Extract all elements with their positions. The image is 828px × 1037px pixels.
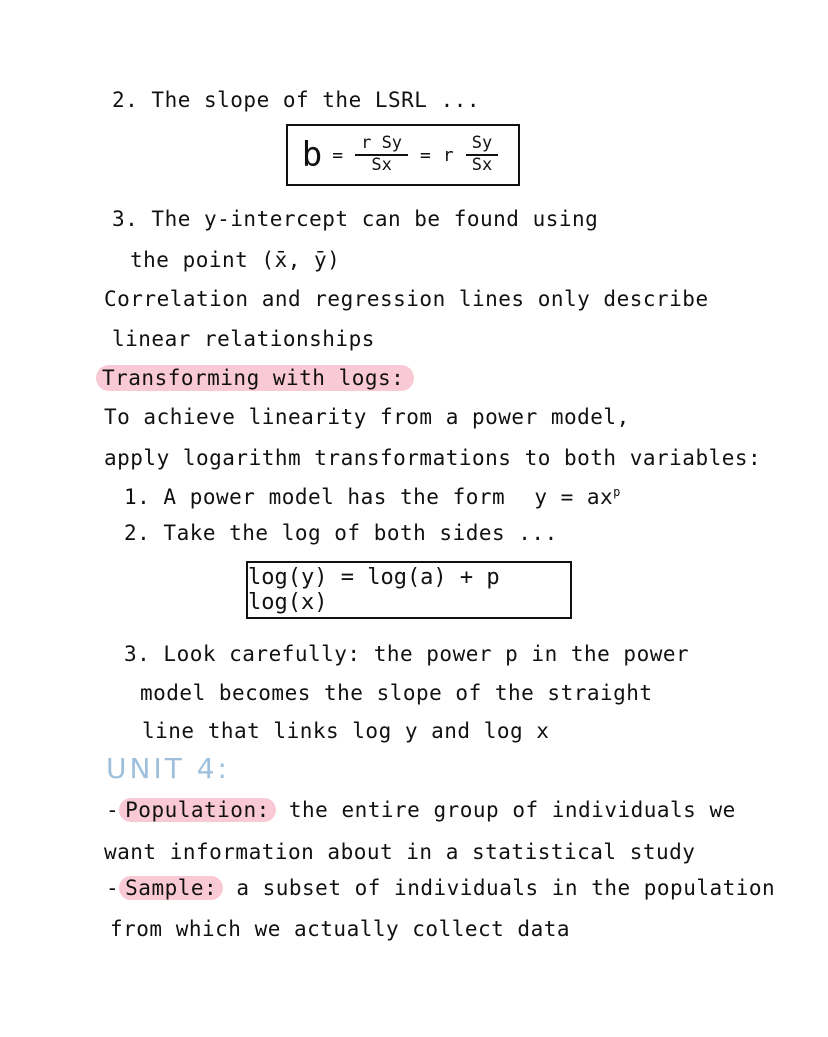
linearity-line-2: apply logarithm transformations to both variables: — [104, 446, 762, 470]
population-term: Population: — [119, 798, 276, 822]
step-3-line-3: line that links log y and log x — [142, 719, 550, 743]
transforming-heading-highlight: Transforming with logs: — [96, 365, 414, 391]
slope-heading: 2. The slope of the LSRL ... — [112, 88, 481, 112]
power-model-formula — [534, 485, 621, 509]
population-def-1: the entire group of individuals we — [288, 798, 736, 822]
sample-dash: - — [106, 876, 120, 900]
step-1 — [124, 485, 621, 509]
step-1-text: 1. A power model has the form — [124, 485, 506, 509]
correlation-line-2: linear relationships — [112, 327, 375, 351]
equals-sign-1: = — [332, 144, 344, 166]
linearity-line-1: To achieve linearity from a power model, — [104, 405, 630, 429]
power-model-base: y = ax — [534, 485, 614, 509]
sample-def-1: a subset of individuals in the population — [236, 876, 776, 900]
step-2: 2. Take the log of both sides ... — [124, 521, 558, 545]
unit-4-heading: UNIT 4: — [106, 752, 230, 785]
equals-sign-2: = — [420, 144, 431, 166]
fraction-2-denominator: Sx — [471, 155, 493, 175]
intercept-line-2: the point (x̄, ȳ) — [130, 248, 341, 272]
log-formula: log(y) = log(a) + p log(x) — [248, 565, 500, 615]
power-model-exponent: p — [613, 485, 621, 499]
slope-symbol: b — [301, 135, 323, 175]
transforming-heading — [96, 366, 414, 390]
step-3-line-2: model becomes the slope of the straight — [140, 681, 653, 705]
population-definition-line-1 — [106, 798, 736, 822]
fraction-1-denominator: Sx — [371, 155, 392, 175]
intercept-line-1: 3. The y-intercept can be found using — [112, 207, 599, 231]
fraction-2-numerator: Sy — [466, 134, 498, 156]
sample-definition-line-2: from which we actually collect data — [110, 917, 571, 941]
coefficient-r: r — [442, 144, 454, 166]
slope-formula-box — [286, 124, 520, 186]
fraction-r-sy-over-sx — [355, 134, 408, 175]
sample-definition-line-1 — [106, 876, 775, 900]
population-dash: - — [106, 798, 120, 822]
fraction-1-numerator: r Sy — [355, 134, 408, 156]
fraction-sy-over-sx — [466, 134, 498, 175]
population-definition-line-2: want information about in a statistical study — [104, 840, 696, 864]
sample-term: Sample: — [119, 876, 223, 900]
log-formula-box — [246, 561, 572, 619]
correlation-line-1: Correlation and regression lines only describe — [104, 287, 709, 311]
step-3-line-1: 3. Look carefully: the power p in the power — [124, 642, 690, 666]
